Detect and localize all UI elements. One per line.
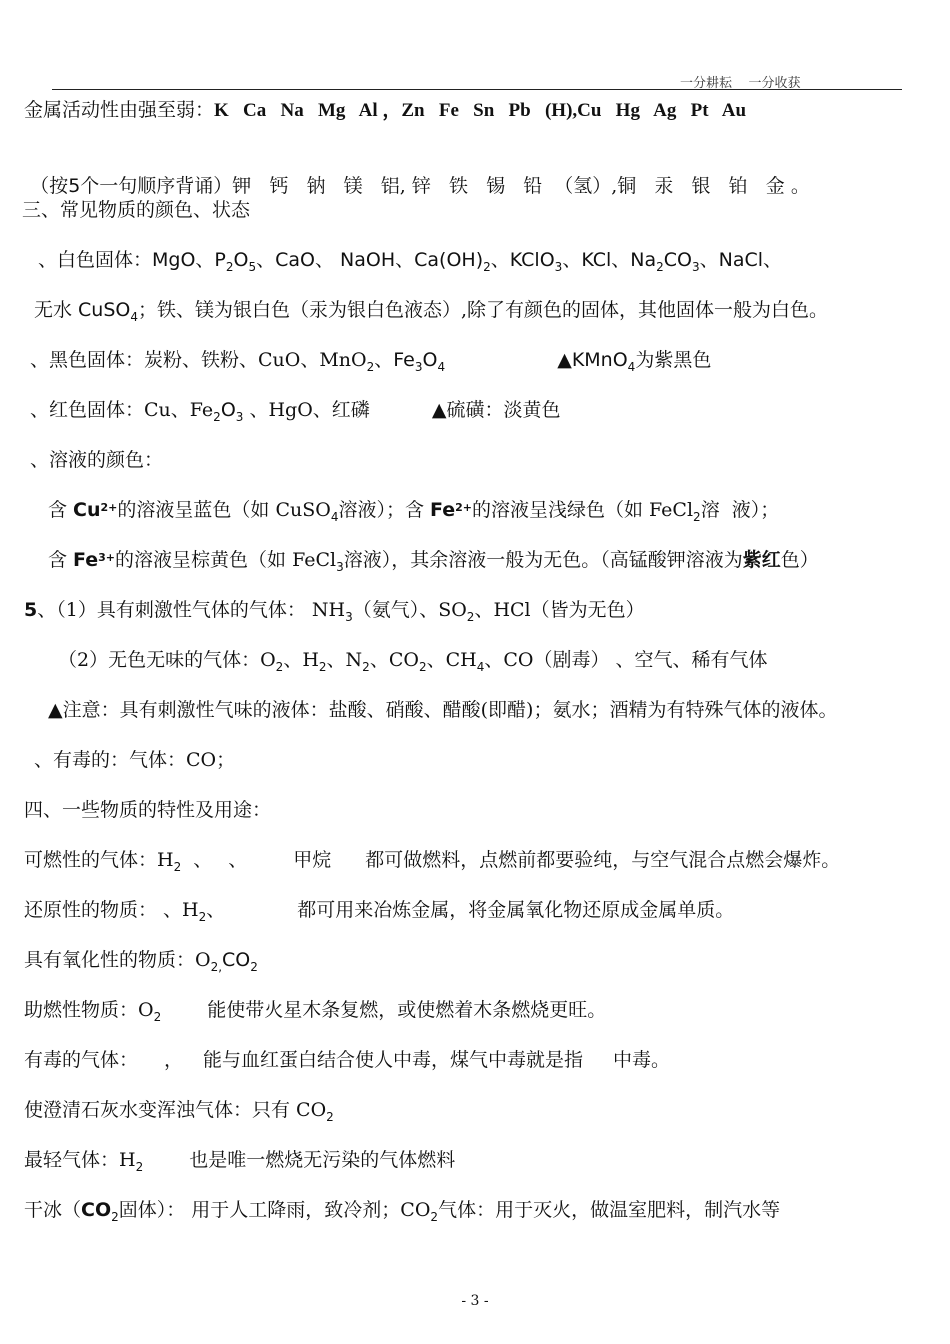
- toxic-gas-sep: ，: [164, 1049, 184, 1071]
- o-text: O: [422, 349, 438, 371]
- flammable-rest: 都可做燃料，点燃前都要验纯，与空气混合点燃会爆炸。: [365, 849, 841, 871]
- fe3-ion: Fe: [73, 549, 99, 571]
- toxic-gas-line: [24, 1047, 670, 1073]
- red-rest: 、HgO、红磷: [243, 399, 370, 421]
- fe3-rest: 溶液），其余溶液一般为无色。（高锰酸钾溶液为: [343, 549, 743, 571]
- header-motto: 一分耕耘 一分收获: [680, 76, 801, 91]
- subscript: 2: [366, 360, 375, 374]
- subscript: 2: [173, 860, 182, 874]
- subscript: 3: [554, 260, 563, 274]
- subscript: 3: [345, 610, 353, 624]
- toxic-gas-end: 中毒。: [613, 1049, 671, 1071]
- red-solid-line: [30, 397, 561, 423]
- toxic-line: 、有毒的：气体：CO；: [34, 749, 236, 771]
- fe3-line: [48, 547, 819, 573]
- item5-2-line: [58, 647, 767, 673]
- fe2-rest: 溶 液）；: [700, 499, 780, 521]
- toxic-gas-desc: 能与血红蛋白结合使人中毒，煤气中毒就是指: [203, 1049, 584, 1071]
- subscript: 2: [198, 910, 207, 924]
- anhydrous-line: [34, 297, 828, 323]
- toxic-gas-text: 有毒的气体：: [24, 1049, 139, 1071]
- subscript: 3: [336, 560, 344, 574]
- subscript: 2: [250, 960, 258, 974]
- subscript: 4: [330, 510, 339, 524]
- combustion-rest: 能使带火星木条复燃，或使燃着木条燃烧更旺。: [207, 999, 607, 1021]
- combustion-line: [24, 997, 606, 1023]
- reducing-rest: 都可用来冶炼金属，将金属氧化物还原成金属单质。: [297, 899, 735, 921]
- subscript: 2: [135, 1160, 144, 1174]
- fe2-text: 的溶液呈浅绿色（如 FeCl: [472, 499, 694, 521]
- mnemonic-text: 个一句顺序背诵）钾 钙 钠 镁 铝, 锌 铁 锡 铅 （氢）,铜 汞 银 铂 金 。: [80, 175, 810, 197]
- dry-ice-co: CO: [81, 1199, 112, 1221]
- sulfur-text: ▲硫磺：淡黄色: [431, 399, 561, 421]
- dry-ice-text: 干冰（: [24, 1199, 82, 1221]
- cu-ion: Cu: [73, 499, 101, 521]
- item5-2-text: （2）无色无味的气体：O: [58, 649, 276, 671]
- nacl-text: 、NaCl、: [699, 249, 783, 271]
- subscript: 2: [213, 410, 221, 424]
- purple-red-text: 紫红: [742, 549, 781, 571]
- note-line: ▲注意：具有刺激性气味的液体：盐酸、硝酸、醋酸(即醋)；氨水；酒精为有特殊气体的液体。: [48, 699, 838, 721]
- dry-ice-line: [24, 1197, 780, 1223]
- item5-text: 、（1）具有刺激性气体的气体： NH: [37, 599, 346, 621]
- fe3-text: 的溶液呈棕黄色（如 FeCl: [115, 549, 337, 571]
- subscript: 2: [466, 610, 475, 624]
- combustion-text: 助燃性物质：O: [24, 999, 154, 1021]
- subscript: 2: [483, 260, 491, 274]
- anhydrous-rest: ；铁、镁为银白色（汞为银白色液态）,除了有颜色的固体，其他固体一般为白色。: [138, 299, 829, 321]
- subscript: 2: [693, 510, 701, 524]
- ch-text: 、CH: [426, 649, 477, 671]
- subscript: 2,: [210, 960, 223, 974]
- reducing-text: 还原性的物质： 、H: [24, 899, 199, 921]
- item5-number: 5: [24, 599, 38, 621]
- item5-line: [24, 597, 645, 623]
- kmno4-text: ▲KMnO: [557, 349, 628, 371]
- lightest-gas-text: 最轻气体：H: [24, 1149, 136, 1171]
- kcl-na-text: 、KCl、Na: [562, 249, 657, 271]
- subscript: 2: [656, 260, 664, 274]
- fe3-prefix: 含: [48, 549, 74, 571]
- metal-activity-line: [24, 97, 746, 124]
- fe-text: 、Fe: [374, 349, 415, 371]
- flammable-text: 可燃性的气体：H: [24, 849, 174, 871]
- solution-title: 、溶液的颜色：: [30, 449, 164, 471]
- header-divider: [52, 89, 902, 90]
- limewater-line: [24, 1097, 334, 1123]
- section3-title: 三、常见物质的颜色、状态: [22, 199, 251, 221]
- fe2-ion: Fe: [430, 499, 456, 521]
- oxidizing-co: CO: [222, 949, 251, 971]
- cu-prefix: 含: [48, 499, 74, 521]
- lightest-gas-line: [24, 1147, 455, 1173]
- subscript: 2: [418, 660, 427, 674]
- subscript: 5: [248, 260, 257, 274]
- limewater-text: 使澄清石灰水变浑浊气体：只有 CO: [24, 1099, 327, 1121]
- cu-text: 的溶液呈蓝色（如 CuSO: [117, 499, 331, 521]
- h-text: 、H: [283, 649, 319, 671]
- black-solid-text: 、黑色固体：炭粉、铁粉、CuO、MnO: [30, 349, 367, 371]
- red-solid-text: 、红色固体：Cu、Fe: [30, 399, 214, 421]
- subscript: 4: [627, 360, 636, 374]
- item5-hcl: 、HCl（皆为无色）: [474, 599, 645, 621]
- co-gas-text: 、CO: [369, 649, 419, 671]
- mnemonic-number: 5: [68, 175, 81, 197]
- flammable-sep: 、: [228, 849, 248, 871]
- mnemonic-prefix: （按: [30, 175, 69, 197]
- subscript: 3: [235, 410, 244, 424]
- fe3-charge: 3+: [98, 551, 116, 564]
- black-solid-line: [30, 347, 711, 373]
- methane-text: 甲烷: [293, 849, 332, 871]
- item5-so: （氨气）、SO: [352, 599, 467, 621]
- cu-fe2-line: [48, 497, 779, 523]
- white-solid-text: 、白色固体：MgO、P: [38, 249, 226, 271]
- oxidizing-line: [24, 947, 258, 973]
- section4-title: 四、一些物质的特性及用途：: [24, 799, 272, 821]
- metal-activity-symbols: K Ca Na Mg Al ，Zn Fe Sn Pb (H),Cu Hg Ag Pt Au: [214, 100, 747, 121]
- subscript: 2: [430, 1210, 439, 1224]
- subscript: 3: [692, 260, 700, 274]
- kmno4-color: 为紫黑色: [635, 349, 712, 371]
- subscript: 2: [326, 1110, 334, 1124]
- co2-gas-use: 气体：用于灭火，做温室肥料，制汽水等: [438, 1199, 781, 1221]
- reducing-sep: 、: [206, 899, 226, 921]
- flammable-line: [24, 847, 840, 873]
- flammable-sep: 、: [193, 849, 213, 871]
- kclo-text: 、KClO: [490, 249, 555, 271]
- subscript: 4: [130, 310, 139, 324]
- lightest-gas-rest: 也是唯一燃烧无污染的气体燃料: [189, 1149, 456, 1171]
- subscript: 2: [225, 260, 234, 274]
- subscript: 2: [111, 1210, 119, 1224]
- subscript: 4: [476, 660, 485, 674]
- subscript: 2: [318, 660, 327, 674]
- subscript: 2: [362, 660, 370, 674]
- white-solid-rest: 、CaO、 NaOH、Ca(OH): [256, 249, 484, 271]
- oxidizing-text: 具有氧化性的物质：O: [24, 949, 211, 971]
- metal-activity-label: 金属活动性由强至弱：: [24, 99, 215, 121]
- dry-ice-use: 固体）： 用于人工降雨，致冷剂；CO: [118, 1199, 431, 1221]
- cu-charge: 2+: [100, 501, 118, 514]
- fe3-end: 色）: [780, 549, 819, 571]
- co-text: CO: [663, 249, 693, 271]
- subscript: 2: [153, 1010, 162, 1024]
- subscript: 4: [437, 360, 446, 374]
- page-number: - 3 -: [461, 1293, 489, 1309]
- fe2-charge: 2+: [455, 501, 472, 514]
- subscript: 2: [275, 660, 284, 674]
- subscript: 3: [414, 360, 423, 374]
- item5-2-rest: 、CO（剧毒） 、空气、稀有气体: [484, 649, 768, 671]
- white-solid-line: 、白色固体：MgO、$P_2O_5$、CaO、 NaOH、$Ca(OH)_2$、KClO$_3$、KCl、$Na_2CO_3$、NaCl、: [38, 249, 783, 274]
- n-text: 、N: [326, 649, 363, 671]
- red-o-text: O: [220, 399, 236, 421]
- cu-rest: 溶液）；含: [338, 499, 431, 521]
- reducing-line: [24, 897, 734, 923]
- anhydrous-text: 无水 CuSO: [34, 299, 131, 321]
